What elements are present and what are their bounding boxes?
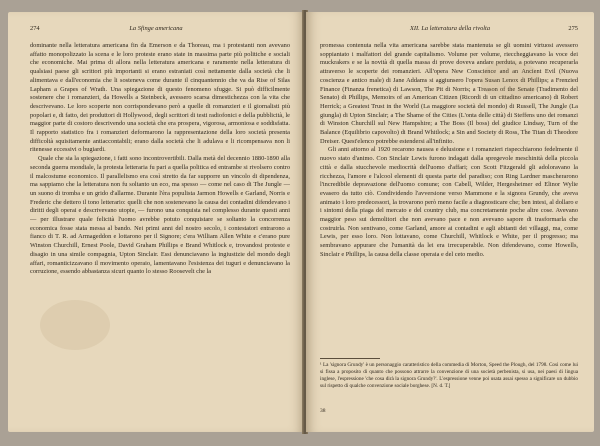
left-page-number: 274 xyxy=(30,25,40,32)
footnote-rule xyxy=(320,358,380,359)
right-page-body xyxy=(320,42,578,354)
right-running-head: XII. La letteratura della rivolta xyxy=(409,25,491,32)
right-page-number: 275 xyxy=(568,25,578,32)
right-paragraph-1: promessa contenuta nella vita americana sarebbe stata mantenuta se gli uomini virtuosi avessero soppiantato i malfattori del grande capitalismo. Volume per volume, rieccheggiavano la voce dei muckrakers e se la novità di quella massa di prove doveva andare perduta, a potevano recuperarla attraverso le scoperte dei romanzieri. All'opera New Conscience and an Ancient Evil (Nuova coscienza e antico male) di Jane Addams si aggiunsero l'opera Susan Lenox di Phillips; a Frenzied Finance (Finanza frenetica) di Lawson, The Pit di Norris; a Treason of the Senate (Tradimento del Senato) di Phillips, Memoirs of an American Citizen (Ricordi di un cittadino americano) di Robert Herrick; a Greatest Trust in the World (La maggiore società del mondo) di Russell, The Jungle (La giungla) di Upton Sinclair; a The Shame of the Cities (L'onta delle città) di Steffens uno dei romanzi di Winston Churchill sul New Hampshire; a The Boss (Il boss) del giudice Lindsay, Turn of the Balance (Equilibrio capovolto) di Brand Whitlock; a Sin and Society di Ross, The Titan di Theodore Dreiser. Quest'elenco potrebbe estendersi all'infinito. xyxy=(320,42,578,145)
left-paragraph-1: dominante nella letteratura americana fin da Emerson e da Thoreau, ma i protestanti non avevano affatto monopolizzato la scena e le loro proteste erano state in massima parte più politiche e sociali che economiche. Mai prima di allora nella letteratura americana e raramente nella letteratura di qualsiasi paese gli scrittori più importanti si erano estraniati così nettamente dalla società che li alimentava e dall'economia che li sosteneva come durante il cinquantennio che va da Rise of Silas Lapham a Grapes of Wrath. Una spiegazione di questo fenomeno sfugge. Si può difficilmente sostenere che i romanzieri, da Howells a Steinbeck, avessero scarsa dimestichezza con la vita che descrivevano. Le loro scoperte non corrispondevano però a quelle di romanzieri e il giornalisti più popolari e, di fatto, dei produttori di Hollywood, degli scrittori di testi radiofonici e della pubblicità, le maggior parte di costoro descrivendo una società che era prospera, vigorosa, armoniosa e soddisfatta. Il rapporto statistico fra i romanzieri deformarono la rappresentazione della loro società presenta difficoltà squisitamente antiaccontabili; erano dalla società che li adulava e li ricompensava non li ritenesse eccessivi o bugiardi. xyxy=(30,42,290,154)
signature-mark: 38 xyxy=(320,408,326,414)
left-page xyxy=(8,12,304,432)
left-page-body xyxy=(30,42,290,422)
right-paragraph-2: Gli anni attorno al 1920 recarono nausea e delusione e i romanzieri rispecchiarono fedelmente il nuovo stato d'animo. Con Sinclair Lewis furono indagati dalla spregevole meschinità della piccola città e dalla stucchevole mediocrità dell'uomo d'affari; con Scott Fitzgerald gli adoloravano la ricchezza, l'amore e l'alcool elementi di questa parte del paradiso; con Ring Lardner mascherarono l'incredibile depravazione dell'uomo comune; con Cabell, Wilder, Hergesheimer ed Elinor Wylie evasero da tutto ciò. Condividendo l'avversione verso Mammone e la signora Grundy, che aveva animato i loro predecessori, la trovarono però meno facile a diagnosticare che; ben intesi, al dollaro e i sintomi della piaga del mercato e del country club, ma concretamente poche altre cose. Avevano maggior peso sui demolitori che non avevano pace e non avevano sapore di trasformarla che costruirla. Non sentivano, come Garland, amore ai contadini e agli abitanti dei villaggi, ma, come Lewis, per esso loro. Non lottavano, come Churchill, Whitlock e White, per il progresso; ma sembravano appurare che l'umanità da lei era irrecuperabile. Non difendevano, come Howells, Sinclair e Phillips, la causa della classe operaia e del ceto medio. xyxy=(320,146,578,258)
right-page xyxy=(306,12,594,432)
left-running-head: La Sfinge americana xyxy=(129,25,183,32)
left-paragraph-2: Quale che sia la spiegazione, i fatti sono incontrovertibili. Dalla metà del decennio 1880-1890 alla seconda guerra mondiale, la protesta letteraria fu pari a quella politica ed entrambe si rivolsero contro il malcostume economico. Il parallelismo era così stretto da far supporre un vincolo di dipendenza, ma sappiamo che la letteratura non fu soltanto un eco, ma spesso — come nel caso di The Jungle — un suono di tromba e un grido d'allarme. Durante l'èra populista Jarmon Howells e Garland, Norris e Frederic che dettero il tono letterario: quelli che non sostenevano la causa dei contadini difendevano i diritti degli operai e descrivevano utopie, — furono una conquista nel complesso durante questi anni — per illustrare quale felicità l'uomo avrebbe potuto conquistare se soltanto la concorrenza economica fosse stata messa al bando. Nei primi anni del nostro secolo, i contestatori entrarono a fianco di T. R. ad Armageddon e lottarono per il Signore; c'era William Allen White e c'erano pure Winston Churchill, Ernest Poole, David Graham Phillips e Brand Whitlock e, trovandosi proteste e disagio in una simile compagnia, Upton Sinclair. Essi denunciavano la ingiustizie del mondo degli affari, romanticizzavano il movimento operaio, lamentavano l'esistenza dei tuguri e denunciavano la corruzione, essendo abbastanza sicuri quanto lo stesso Roosevelt che la xyxy=(30,155,290,276)
footnote: ¹ La 'signora Grundy' è un personaggio caratteristico della commedia di Morton, Speed the Plough, del 1798. Così come lui si fissa a proposito di quanto che possono attrarre la convenzione di una società perbenista, si usa, nei paesi di lingua inglese, l'espressione 'che cosa dirà la signora Grundy?'. L'espressione venne poi usata assai spesso a significare un dubbio sul rispetto di qualche convenzione sociale borghese. [N. d. T.] xyxy=(320,362,578,389)
